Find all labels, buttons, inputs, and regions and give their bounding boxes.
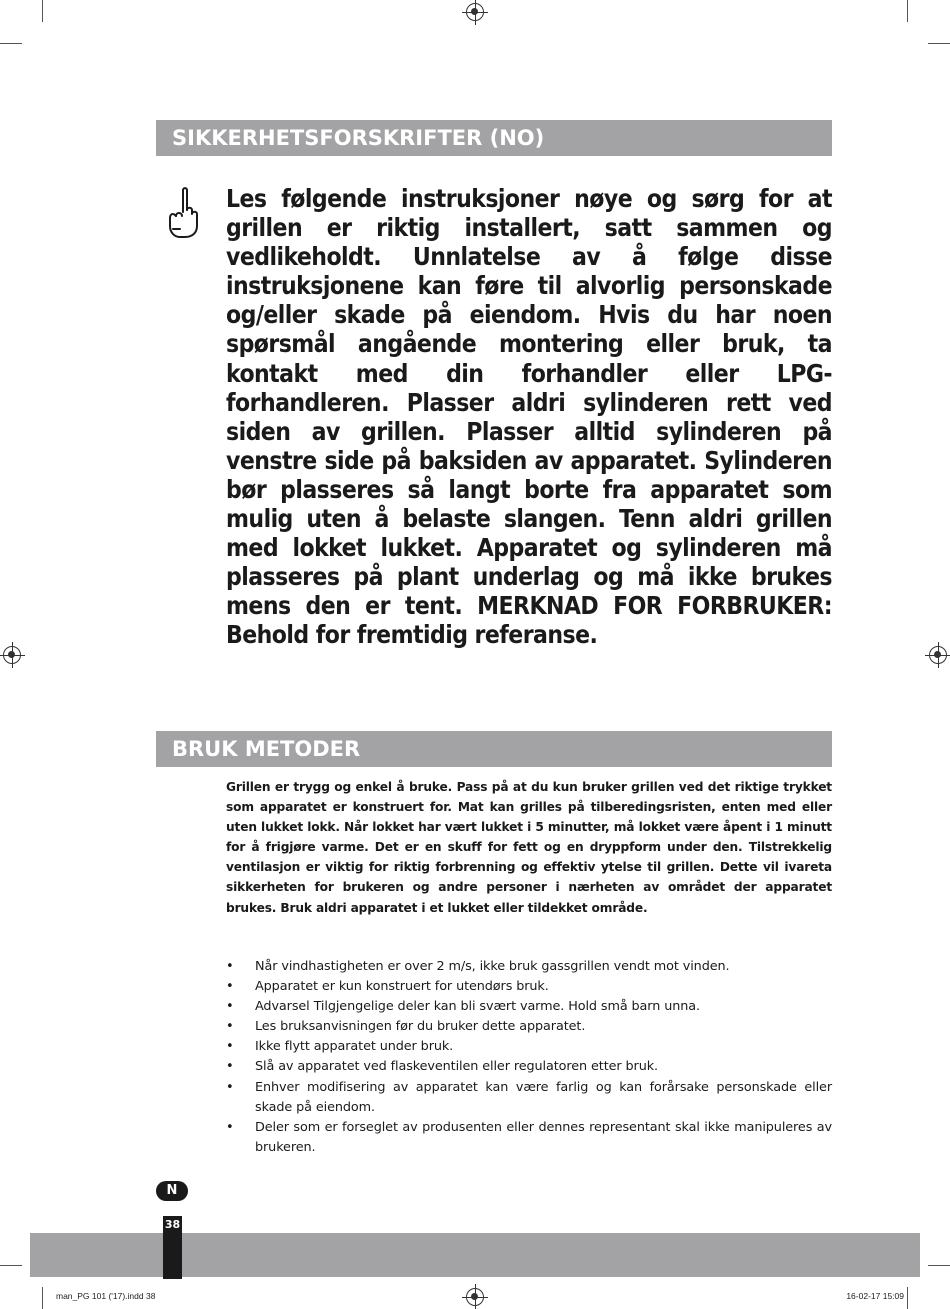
crop-mark	[0, 1265, 22, 1266]
intro-text: Grillen er trygg og enkel å bruke. Pass på at du kun bruker grillen ved det riktige trykket som apparatet er konstruert for. Mat kan grilles på tilberedingsristen, enten med eller uten lukket lokk. Når lokket har vært lukket i 5 minutter, må lokket være åpent i 1 minutt for å frigjøre varme. Det er en skuff for fett og en dryppform under den. Tilstrekkelig ventilasjon er viktig for riktig forbrenning og effektiv ytelse til grillen. Dette vil ivareta sikkerheten for brukeren og andre personer i nærheten av området der apparatet brukes. Bruk aldri apparatet i et lukket eller tildekket område.	[226, 780, 832, 915]
list-item: • Les bruksanvisningen før du bruker dette apparatet.	[226, 1017, 832, 1037]
language-badge: N	[156, 1181, 188, 1201]
crop-mark	[907, 0, 908, 22]
pointing-hand-icon	[166, 186, 202, 240]
section-header-safety: SIKKERHETSFORSKRIFTER (NO)	[156, 120, 832, 156]
list-item: • Slå av apparatet ved flaskeventilen eller regulatoren etter bruk.	[226, 1057, 832, 1077]
list-item: • Apparatet er kun konstruert for utendørs bruk.	[226, 977, 832, 997]
list-item: • Enhver modifisering av apparatet kan være farlig og kan forårsake personskade eller skade på eiendom.	[226, 1078, 832, 1118]
list-item: • Når vindhastigheten er over 2 m/s, ikke bruk gassgrillen vendt mot vinden.	[226, 957, 832, 977]
crop-mark	[928, 43, 950, 44]
crop-mark	[42, 1287, 43, 1309]
registration-mark-icon	[929, 646, 947, 664]
list-item: • Advarsel Tilgjengelige deler kan bli svært varme. Hold små barn unna.	[226, 997, 832, 1017]
warning-text: Les følgende instruksjoner nøye og sørg for at grillen er riktig installert, satt sammen og vedlikeholdt. Unnlatelse av å følge disse instruksjonene kan føre til alvorlig personskade og/eller skade på eiendom. Hvis du har noen spørsmål angående montering eller bruk, ta kontakt med din forhandler eller LPG-forhandleren. Plasser aldri sylinderen rett ved siden av grillen. Plasser alltid sylinderen på venstre side på baksiden av apparatet. Sylinderen bør plasseres så langt borte fra apparatet som mulig uten å belaste slangen. Tenn aldri grillen med lokket lukket. Apparatet og sylinderen må plasseres på plant underlag og må ikke brukes mens den er tent. MERKNAD FOR FORBRUKER: Behold for fremtidig referanse.	[226, 184, 832, 650]
crop-mark	[928, 1265, 950, 1266]
usage-intro	[226, 777, 832, 918]
slug-date-time: 16-02-17 15:09	[846, 1291, 904, 1301]
safety-bullet-list	[226, 957, 832, 1158]
safety-warning	[226, 184, 832, 650]
registration-mark-icon	[466, 3, 484, 21]
crop-mark	[42, 0, 43, 22]
page-number: 38	[164, 1218, 181, 1231]
crop-mark	[0, 43, 22, 44]
registration-mark-icon	[466, 1288, 484, 1306]
crop-mark	[907, 1287, 908, 1309]
list-item: • Deler som er forseglet av produsenten eller dennes representant skal ikke manipuleres av brukeren.	[226, 1118, 832, 1158]
registration-mark-icon	[3, 646, 21, 664]
list-item: • Ikke flytt apparatet under bruk.	[226, 1037, 832, 1057]
section-header-usage: BRUK METODER	[156, 731, 832, 767]
slug-file-info: man_PG 101 ('17).indd 38	[56, 1291, 156, 1301]
